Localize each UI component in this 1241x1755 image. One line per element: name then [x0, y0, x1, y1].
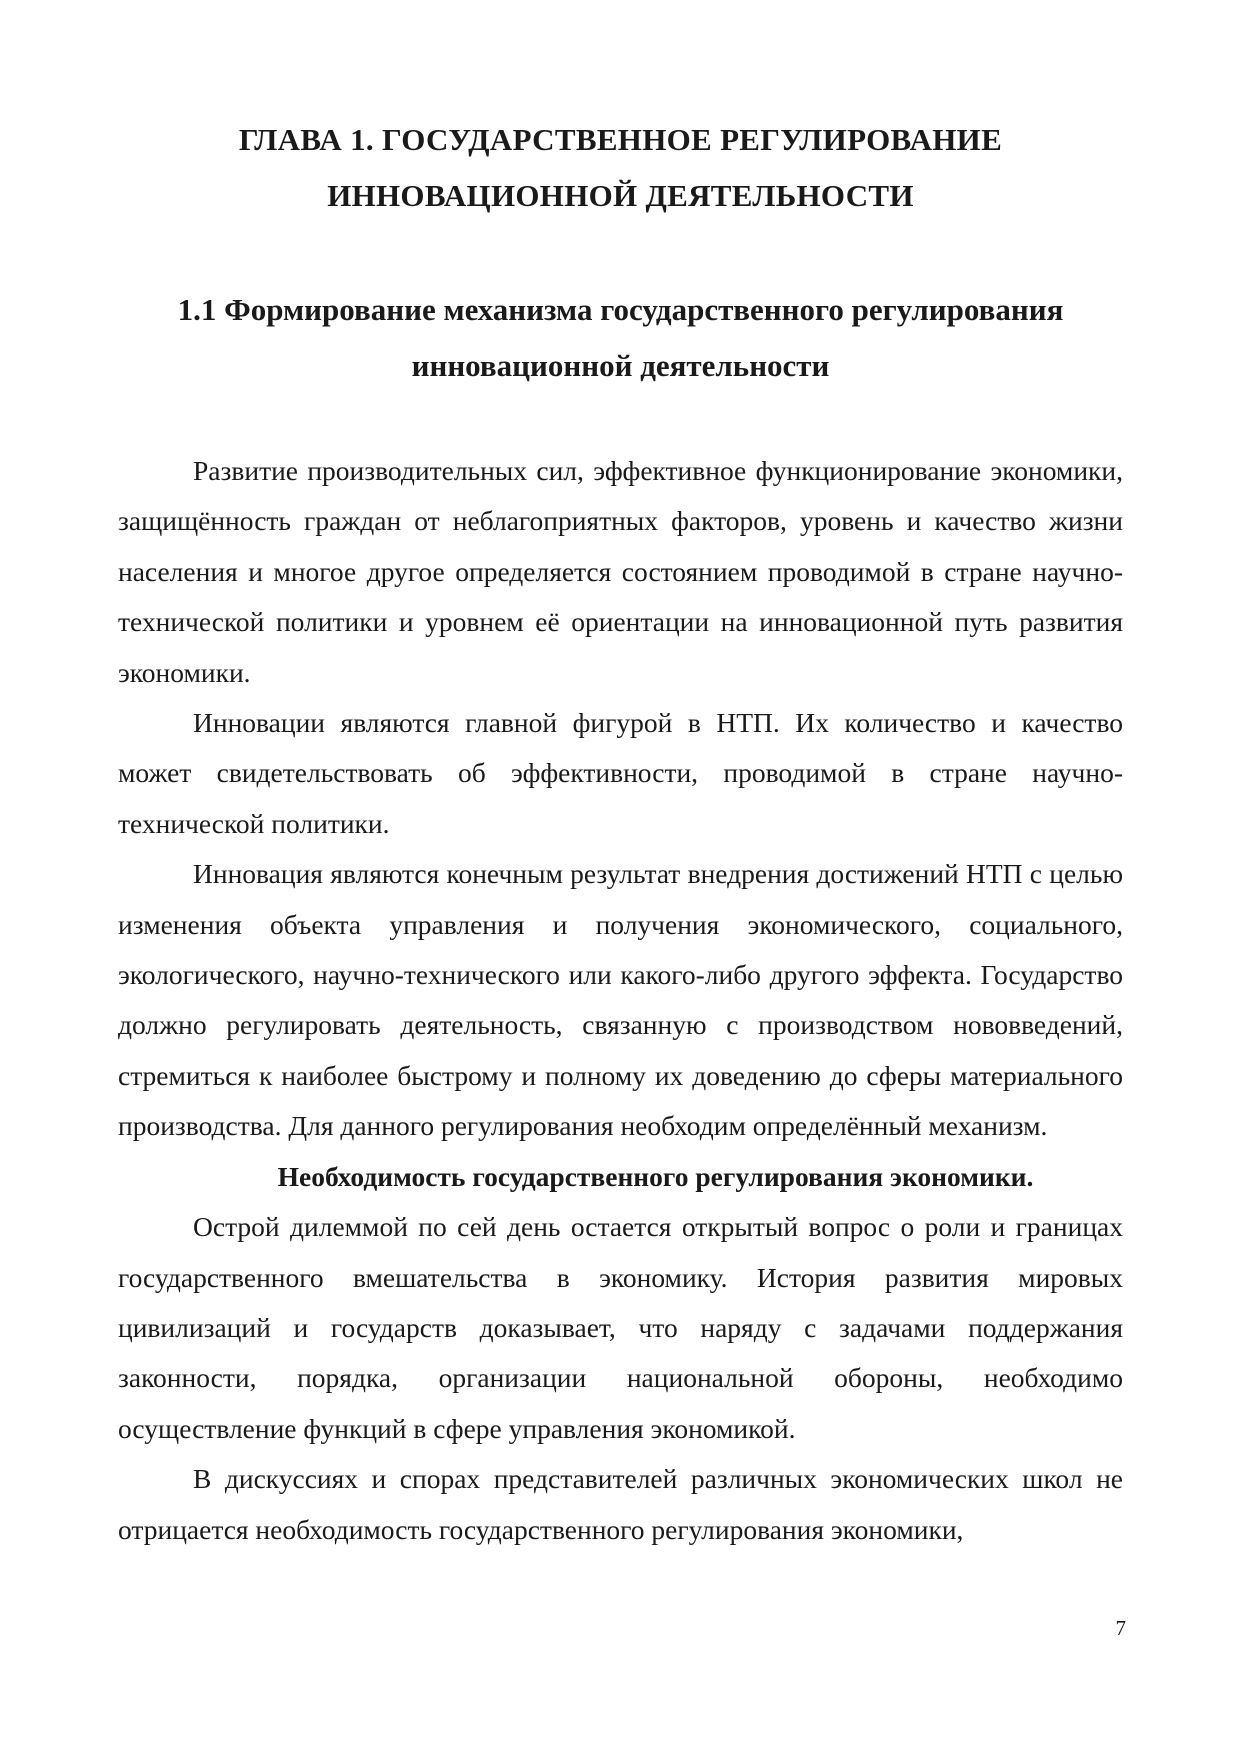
paragraph: Инновации являются главной фигурой в НТП. Их количество и качество может свидетельствовать об эффективности, проводимой в стране научно-технической политики. [118, 707, 1123, 839]
section-title-line-1: 1.1 Формирование механизма государственного регулирования [177, 292, 1064, 327]
section-title [120, 282, 1121, 394]
paragraph: Инновация являются конечным результат внедрения достижений НТП с целью изменения объекта управления и получения экономического, социального, экологического, научно-технического или какого-либо другого эффекта. Государство должно регулировать деятельность, связанную с производством нововведений, стремиться к наиболее быстрому и полному их доведению до сферы материального производства. Для данного регулирования необходим определённый механизм. [118, 858, 1123, 1142]
body-text [118, 446, 1123, 1555]
page-number: 7 [1115, 1616, 1126, 1640]
chapter-title [150, 112, 1091, 224]
chapter-title-line-2: ИННОВАЦИОННОЙ ДЕЯТЕЛЬНОСТИ [327, 178, 914, 213]
paragraph: Острой дилеммой по сей день остается открытый вопрос о роли и границах государственного вмешательства в экономику. История развития мировых цивилизаций и государств доказывает, что наряду с задачами поддержания законности, порядка, организации национальной обороны, необходимо осуществление функций в сфере управления экономикой. [118, 1211, 1123, 1444]
paragraph: Развитие производительных сил, эффективное функционирование экономики, защищённость граждан от неблагоприятных факторов, уровень и качество жизни населения и многое другое определяется состоянием проводимой в стране научно-технической политики и уровнем её ориентации на инновационной путь развития экономики. [118, 455, 1123, 688]
subheading: Необходимость государственного регулирования экономики. [277, 1160, 1034, 1192]
section-title-line-2: инновационной деятельности [411, 348, 830, 383]
chapter-title-line-1: ГЛАВА 1. ГОСУДАРСТВЕННОЕ РЕГУЛИРОВАНИЕ [238, 122, 1003, 157]
paragraph: В дискуссиях и спорах представителей различных экономических школ не отрицается необходимость государственного регулирования экономики, [118, 1463, 1123, 1545]
